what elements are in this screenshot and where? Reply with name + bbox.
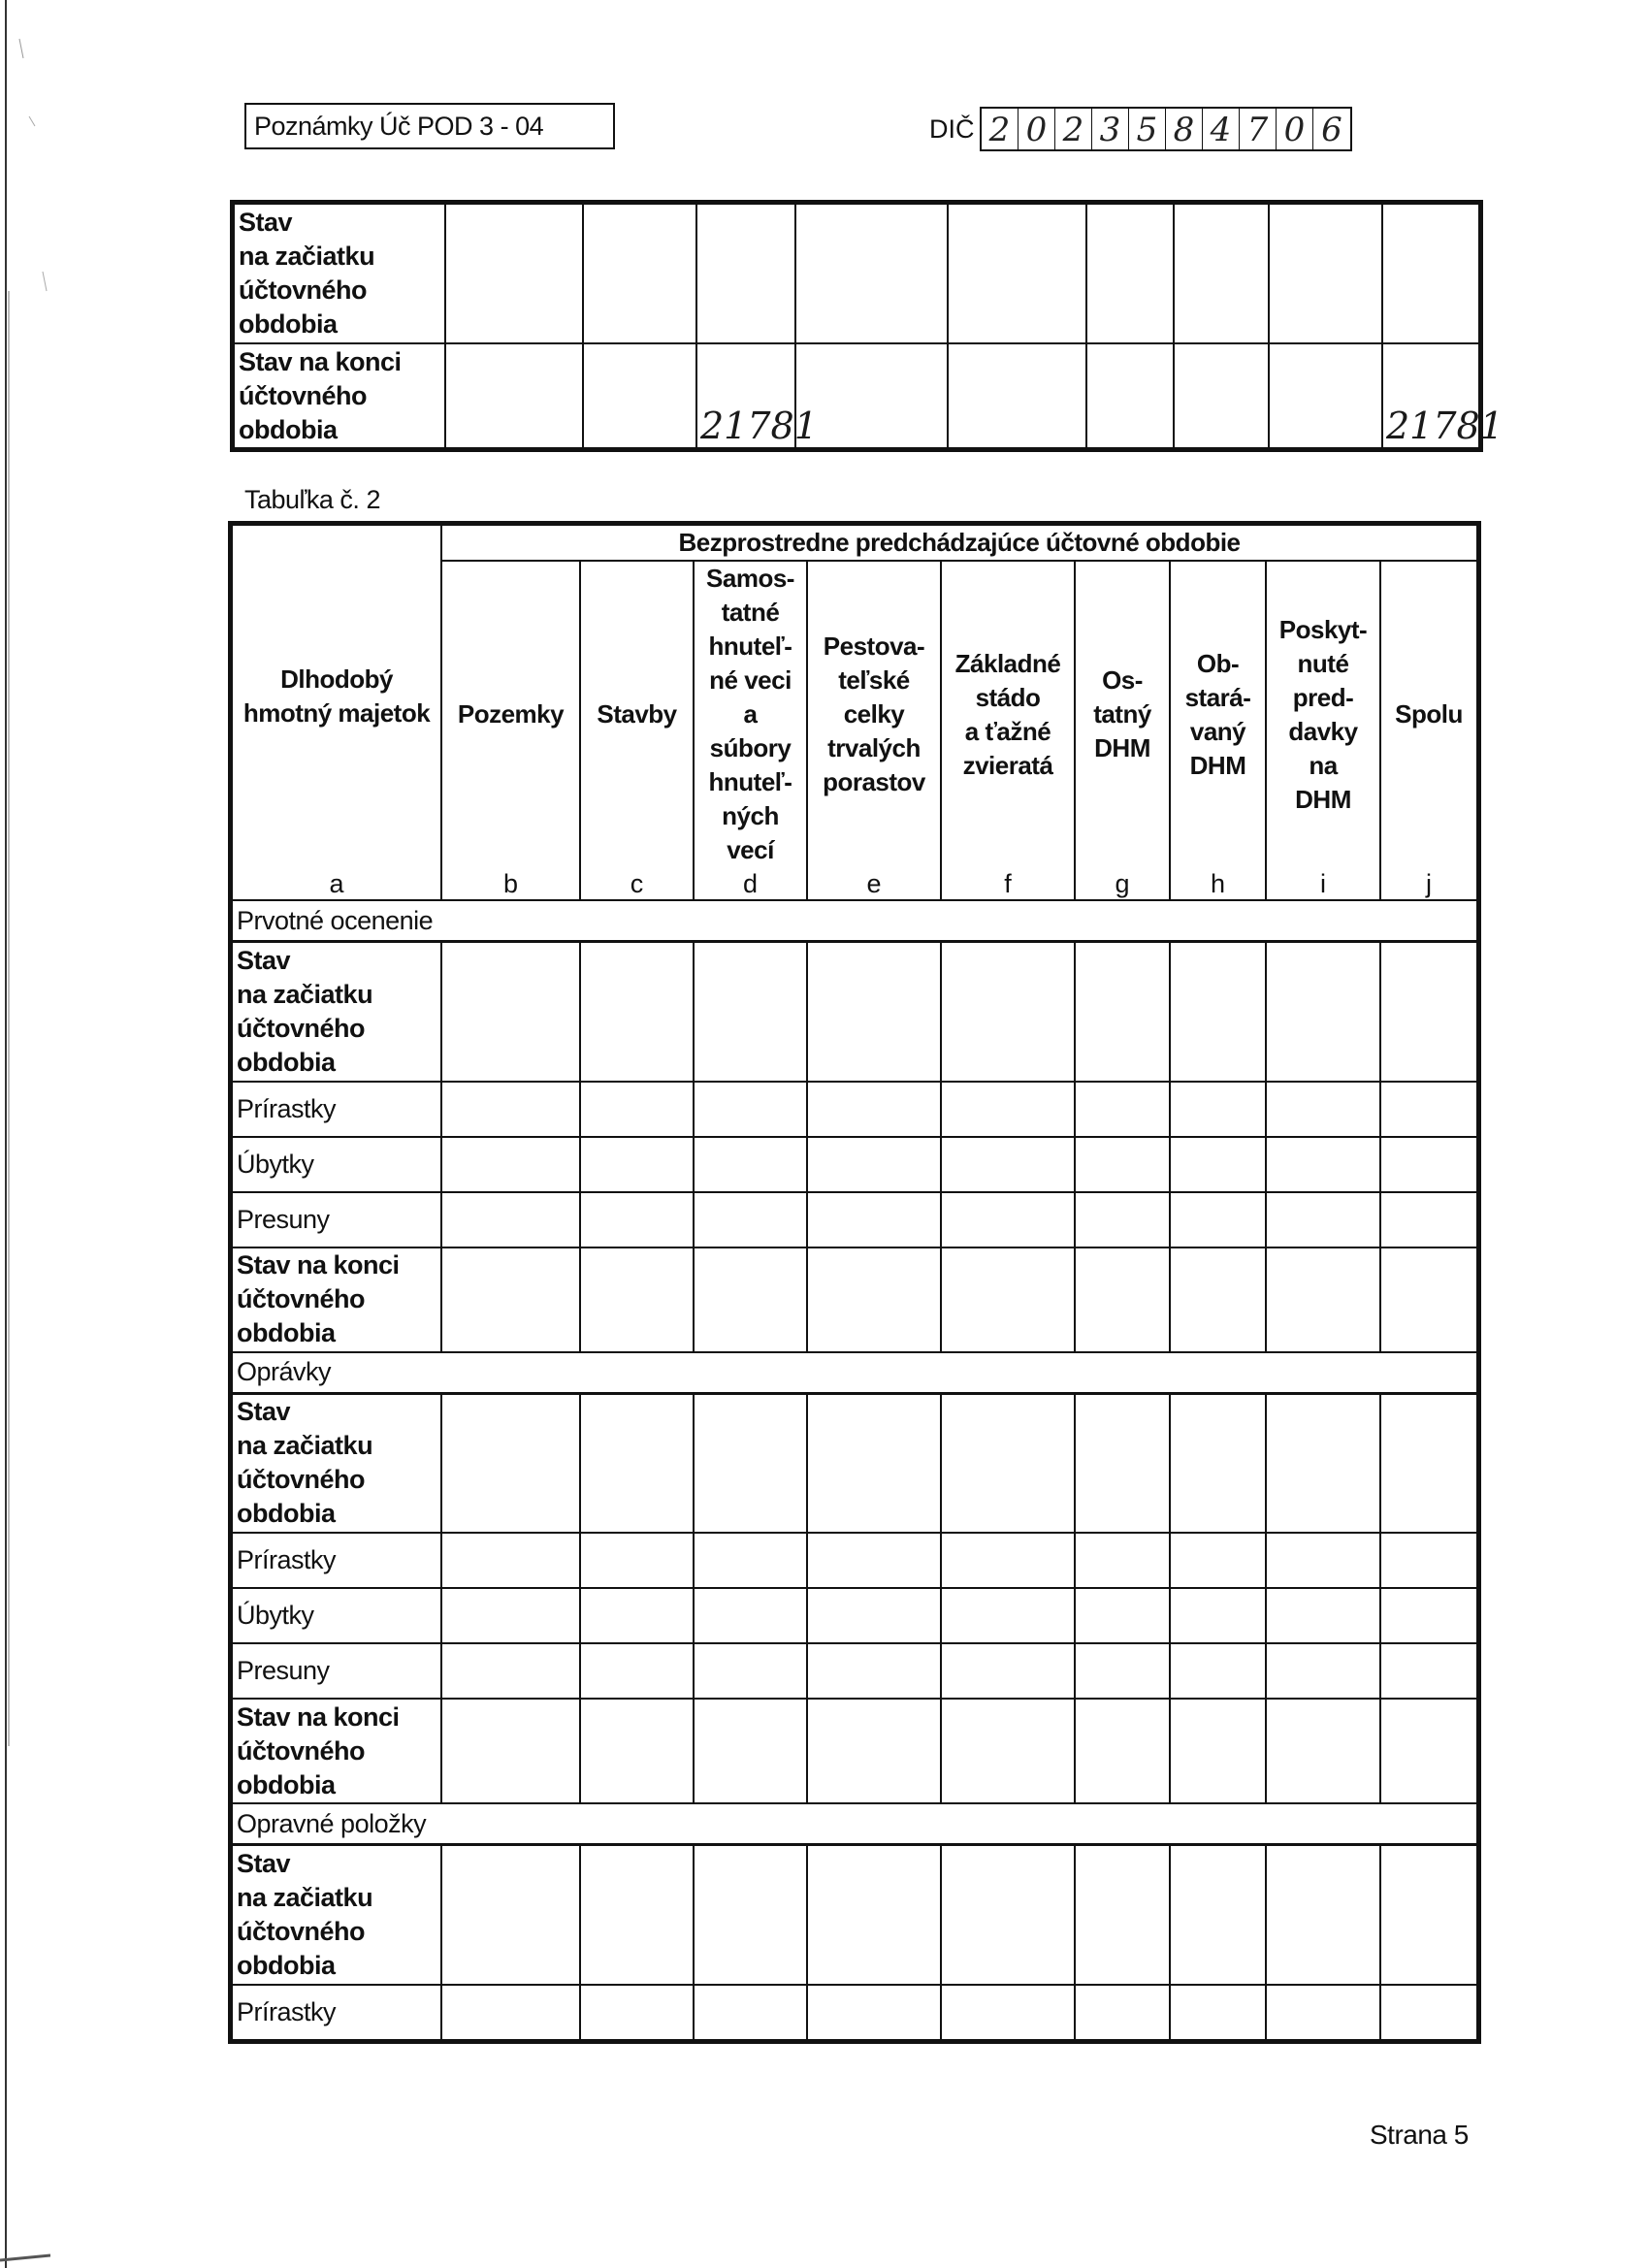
column-header-text: Základné stádo a ťažné zvieratá — [954, 648, 1061, 780]
value-cell — [441, 1643, 580, 1699]
value-cell — [1266, 1082, 1380, 1137]
row-label-text: Presuny — [237, 1204, 330, 1234]
column-letter: c — [580, 867, 694, 900]
table-2 — [231, 524, 1478, 2041]
value-cell — [807, 1192, 941, 1247]
value-cell — [1380, 1137, 1477, 1192]
value-cell — [580, 1247, 694, 1352]
value-cell — [1380, 1082, 1477, 1137]
dic-digit: 0 — [1018, 109, 1055, 149]
value-cell — [1170, 1643, 1266, 1699]
value-cell — [941, 1192, 1075, 1247]
value-cell — [1075, 1247, 1170, 1352]
column-header-text: Stavby — [597, 699, 677, 729]
column-letter: j — [1380, 867, 1477, 900]
value-cell — [1170, 1082, 1266, 1137]
row-label — [232, 1588, 441, 1643]
dic-number-boxes — [980, 107, 1352, 151]
table-row — [232, 1393, 1477, 1533]
value-cell — [1170, 1588, 1266, 1643]
value-cell — [1380, 1588, 1477, 1643]
row-label — [234, 343, 445, 448]
value-cell — [580, 1192, 694, 1247]
value-cell — [941, 1643, 1075, 1699]
table-row — [232, 1137, 1477, 1192]
value-cell — [441, 1845, 580, 1985]
table-row — [232, 942, 1477, 1082]
value-cell — [1380, 1845, 1477, 1985]
value-cell — [1075, 942, 1170, 1082]
value-cell — [807, 1985, 941, 2040]
value-cell — [1266, 1985, 1380, 2040]
value-cell — [1075, 1192, 1170, 1247]
table-row — [232, 1845, 1477, 1985]
value-cell — [441, 1533, 580, 1588]
value-cell — [941, 1082, 1075, 1137]
value-cell — [1266, 1643, 1380, 1699]
value-cell — [1170, 1192, 1266, 1247]
value-cell — [1170, 1845, 1266, 1985]
value-cell — [941, 1985, 1075, 2040]
value-cell — [580, 1588, 694, 1643]
cell-j — [1382, 204, 1479, 343]
value-cell — [580, 1393, 694, 1533]
column-header-text: Pestova- teľské celky trvalých porastov — [823, 632, 925, 796]
table-row — [234, 204, 1479, 343]
column-header-f — [941, 561, 1075, 867]
value-cell — [941, 1588, 1075, 1643]
value-cell — [1380, 1393, 1477, 1533]
column-header-i — [1266, 561, 1380, 867]
period-header: Bezprostredne predchádzajúce účtovné obdobie — [441, 525, 1477, 561]
value-cell — [441, 1699, 580, 1803]
table-row — [232, 1192, 1477, 1247]
row-label-text: Úbytky — [237, 1149, 314, 1179]
table-row — [234, 343, 1479, 448]
value-cell — [1075, 1588, 1170, 1643]
row-label-text: Stav na začiatku účtovného obdobia — [239, 208, 375, 339]
value-cell — [694, 1533, 807, 1588]
value-cell — [1266, 1533, 1380, 1588]
period-header-row — [232, 525, 1477, 561]
value-cell — [1170, 1699, 1266, 1803]
section-title: Oprávky — [232, 1352, 1477, 1394]
row-label-text: Stav na konci účtovného obdobia — [239, 346, 402, 444]
value-cell — [441, 1247, 580, 1352]
value-cell — [1380, 1985, 1477, 2040]
row-label-text: Stav na začiatku účtovného obdobia — [237, 1848, 373, 1980]
value-cell — [694, 1082, 807, 1137]
dic-digit: 8 — [1166, 109, 1203, 149]
cell-d — [696, 204, 795, 343]
column-header-text: Spolu — [1395, 699, 1463, 729]
value-cell — [1380, 942, 1477, 1082]
section-header-row — [232, 1803, 1477, 1845]
value-cell — [1266, 1588, 1380, 1643]
table-title: Tabuľka č. 2 — [244, 485, 380, 514]
table-2-body — [232, 900, 1477, 2040]
value-cell — [1266, 1137, 1380, 1192]
dic-digit: 3 — [1092, 109, 1129, 149]
dic-digit: 4 — [1203, 109, 1240, 149]
value-cell — [580, 1643, 694, 1699]
value-cell — [941, 1699, 1075, 1803]
column-header-a — [232, 525, 441, 867]
row-label-text: Stav na konci účtovného obdobia — [237, 1250, 400, 1347]
value-cell — [1266, 1393, 1380, 1533]
value-cell — [1170, 1247, 1266, 1352]
value-cell — [807, 1247, 941, 1352]
column-header-d — [694, 561, 807, 867]
column-letter: e — [807, 867, 941, 900]
column-header-text: Ob- stará- vaný DHM — [1184, 648, 1251, 780]
value-cell — [580, 1082, 694, 1137]
cell-d: 21781 — [696, 343, 795, 448]
dic-digit: 5 — [1129, 109, 1166, 149]
value-cell — [941, 1845, 1075, 1985]
value-cell — [580, 1699, 694, 1803]
value-cell — [807, 1533, 941, 1588]
value-cell — [1266, 1247, 1380, 1352]
value-cell — [1266, 1845, 1380, 1985]
value-cell — [580, 1845, 694, 1985]
value-cell — [1170, 1393, 1266, 1533]
value-cell — [694, 1247, 807, 1352]
table-row — [232, 1588, 1477, 1643]
table-row — [232, 1699, 1477, 1803]
column-letter: f — [941, 867, 1075, 900]
value-cell — [807, 1082, 941, 1137]
column-header-text: Samos- tatné hnuteľ- né veci a súbory hnuteľ- ných vecí — [706, 564, 794, 864]
value-cell — [1075, 1533, 1170, 1588]
value-cell — [1380, 1247, 1477, 1352]
value-cell — [441, 1588, 580, 1643]
column-letter: b — [441, 867, 580, 900]
value-cell — [1380, 1699, 1477, 1803]
column-header-g — [1075, 561, 1170, 867]
value-cell — [580, 1533, 694, 1588]
value-cell — [1266, 1192, 1380, 1247]
value-cell — [694, 1985, 807, 2040]
row-label-text: Úbytky — [237, 1601, 314, 1630]
value-cell — [807, 1393, 941, 1533]
row-label — [232, 1192, 441, 1247]
row-label-text: Presuny — [237, 1656, 330, 1685]
row-label — [232, 1082, 441, 1137]
row-label-text: Stav na konci účtovného obdobia — [237, 1701, 400, 1799]
dic-digit: 0 — [1277, 109, 1313, 149]
value-cell — [1075, 1985, 1170, 2040]
page-number: Strana 5 — [1370, 2120, 1469, 2150]
row-label-text: Stav na začiatku účtovného obdobia — [237, 945, 373, 1077]
value-cell — [580, 1137, 694, 1192]
value-cell — [694, 1588, 807, 1643]
value-cell — [941, 942, 1075, 1082]
value-cell — [694, 1643, 807, 1699]
row-label — [232, 1699, 441, 1803]
column-header-text: Dlhodobý hmotný majetok — [242, 664, 431, 728]
section-title: Prvotné ocenenie — [232, 900, 1477, 942]
value-cell — [807, 942, 941, 1082]
column-header-text: Pozemky — [457, 699, 565, 729]
value-cell — [941, 1247, 1075, 1352]
row-label — [232, 1393, 441, 1533]
value-cell — [1075, 1393, 1170, 1533]
value-cell — [941, 1137, 1075, 1192]
row-label — [232, 1247, 441, 1352]
table-row — [232, 1643, 1477, 1699]
value-cell — [1380, 1533, 1477, 1588]
column-letter: i — [1266, 867, 1380, 900]
value-cell — [807, 1588, 941, 1643]
value-cell — [441, 1137, 580, 1192]
value-cell — [694, 942, 807, 1082]
value-cell — [1170, 1533, 1266, 1588]
dic-digit: 2 — [1055, 109, 1092, 149]
value-cell — [694, 1192, 807, 1247]
value-cell — [580, 942, 694, 1082]
row-label — [232, 1643, 441, 1699]
column-letter-row — [232, 867, 1477, 900]
value-cell — [807, 1643, 941, 1699]
value-cell — [1075, 1137, 1170, 1192]
value-cell — [1170, 1985, 1266, 2040]
table-row — [232, 1533, 1477, 1588]
row-label — [232, 1985, 441, 2040]
value-cell — [1266, 942, 1380, 1082]
value-cell — [807, 1845, 941, 1985]
value-cell — [694, 1845, 807, 1985]
value-cell — [1075, 1082, 1170, 1137]
column-header-text: Os- tatný DHM — [1093, 665, 1151, 762]
value-cell — [807, 1699, 941, 1803]
value-cell — [807, 1137, 941, 1192]
row-label-text: Prírastky — [237, 1545, 337, 1574]
table-row — [232, 1082, 1477, 1137]
value-cell — [694, 1699, 807, 1803]
value-cell — [441, 1393, 580, 1533]
column-header-c — [580, 561, 694, 867]
row-label-text: Stav na začiatku účtovného obdobia — [237, 1397, 373, 1529]
value-cell — [441, 942, 580, 1082]
section-header-row — [232, 1352, 1477, 1394]
value-cell — [941, 1533, 1075, 1588]
section-header-row — [232, 900, 1477, 942]
row-label — [232, 942, 441, 1082]
value-cell — [1075, 1845, 1170, 1985]
top-table — [233, 203, 1504, 449]
column-letter: d — [694, 867, 807, 900]
value-cell — [694, 1137, 807, 1192]
row-label-text: Prírastky — [237, 1996, 337, 2026]
dic-digit: 2 — [982, 109, 1018, 149]
value-cell — [941, 1393, 1075, 1533]
value-cell — [1380, 1643, 1477, 1699]
column-header-j — [1380, 561, 1477, 867]
value-cell — [1170, 1137, 1266, 1192]
dic-digit: 7 — [1240, 109, 1277, 149]
scan-edge-artifact — [0, 0, 50, 2268]
row-label — [232, 1137, 441, 1192]
value-cell — [441, 1082, 580, 1137]
value-cell — [694, 1393, 807, 1533]
value-cell — [1075, 1643, 1170, 1699]
section-title: Opravné položky — [232, 1803, 1477, 1845]
column-header-text: Poskyt- nuté pred- davky na DHM — [1278, 614, 1368, 814]
form-label: Poznámky Úč POD 3 - 04 — [244, 103, 615, 149]
row-label — [232, 1533, 441, 1588]
column-header-b — [441, 561, 580, 867]
cell-j: 21781 — [1382, 343, 1479, 448]
value-cell — [441, 1192, 580, 1247]
column-letter: g — [1075, 867, 1170, 900]
dic-digit: 6 — [1321, 111, 1342, 149]
value-cell — [1170, 942, 1266, 1082]
value-cell — [1380, 1192, 1477, 1247]
value-cell — [580, 1985, 694, 2040]
dic-label: DIČ — [929, 114, 975, 144]
row-label — [232, 1845, 441, 1985]
row-label-text: Prírastky — [237, 1093, 337, 1123]
column-header-h — [1170, 561, 1266, 867]
table-row — [232, 1247, 1477, 1352]
column-letter: a — [232, 867, 441, 900]
column-letter: h — [1170, 867, 1266, 900]
table-row — [232, 1985, 1477, 2040]
value-cell — [1075, 1699, 1170, 1803]
column-header-e — [807, 561, 941, 867]
value-cell — [1266, 1699, 1380, 1803]
value-cell — [441, 1985, 580, 2040]
row-label — [234, 204, 445, 343]
